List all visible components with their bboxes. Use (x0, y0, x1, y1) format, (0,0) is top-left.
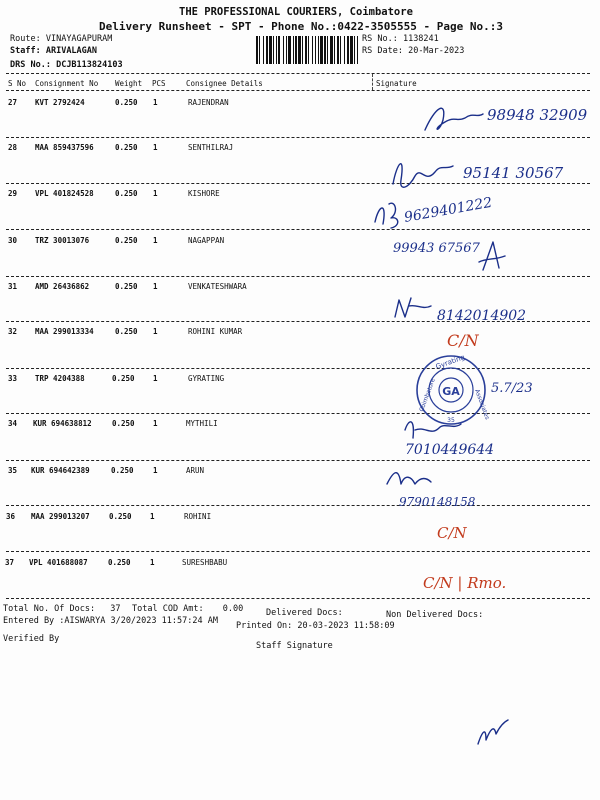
route-line (10, 34, 112, 44)
signature-cn: C/N (437, 524, 467, 542)
route-value: VINAYAGAPURAM (45, 34, 113, 44)
row-sno: 28 (8, 143, 18, 152)
signatures-area (365, 92, 597, 602)
rs-no-line (362, 34, 439, 44)
divider (6, 73, 590, 74)
row-consignee: ROHINI KUMAR (188, 327, 243, 336)
row-consignment: MAA 859437596 (35, 143, 94, 152)
cod-label: Total COD Amt: (132, 604, 204, 614)
row-weight: 0.250 (112, 374, 135, 383)
row-sno: 37 (5, 558, 15, 567)
row-consignee: RAJENDRAN (188, 98, 229, 107)
col-signature: Signature (376, 79, 417, 88)
row-pcs: 1 (153, 466, 158, 475)
row-consignee: NAGAPPAN (188, 236, 225, 245)
signature-scribble (395, 298, 431, 317)
row-weight: 0.250 (115, 282, 138, 291)
stamp-top: Gyrating (434, 353, 466, 372)
rs-no-label: RS No.: (362, 34, 398, 44)
rs-date-line (362, 46, 464, 56)
row-consignment: KUR 694642389 (31, 466, 90, 475)
row-pcs: 1 (150, 558, 155, 567)
barcode (256, 36, 360, 64)
row-sno: 29 (8, 189, 18, 198)
row-weight: 0.250 (112, 419, 135, 428)
cod-value: 0.00 (222, 604, 244, 614)
drs-label: DRS No.: (10, 60, 51, 70)
rs-date-value: 20-Mar-2023 (408, 46, 465, 56)
col-consignee: Consignee Details (186, 79, 263, 88)
row-weight: 0.250 (115, 236, 138, 245)
stamp-right: Associates (473, 388, 491, 421)
staff-line (10, 46, 97, 56)
row-pcs: 1 (153, 236, 158, 245)
signature-scribble (425, 108, 483, 130)
staff-signature-mark (472, 716, 512, 748)
row-sno: 34 (8, 419, 18, 428)
signature-phone: 99943 67567 (393, 241, 480, 256)
signature-scribble (393, 164, 453, 188)
verified-by: Verified By (3, 634, 60, 644)
row-weight: 0.250 (115, 98, 138, 107)
signature-scribble (479, 242, 505, 270)
row-pcs: 1 (153, 143, 158, 152)
row-weight: 0.250 (108, 558, 131, 567)
row-sno: 35 (8, 466, 18, 475)
row-consignee: ROHINI (184, 512, 212, 521)
row-consignee: GYRATING (188, 374, 225, 383)
total-docs-value: 37 (110, 604, 121, 614)
drs-line (10, 60, 123, 70)
row-consignee: MYTHILI (186, 419, 218, 428)
company-title: THE PROFESSIONAL COURIERS, Coimbatore (179, 6, 413, 18)
staff-label: Staff: (10, 46, 41, 56)
divider (6, 90, 590, 91)
total-docs-label: Total No. Of Docs: (3, 604, 96, 614)
row-consignment: KVT 2792424 (35, 98, 85, 107)
row-consignment: VPL 401688087 (29, 558, 88, 567)
signature-date: 5.7/23 (491, 381, 533, 396)
staff-signature-label: Staff Signature (256, 641, 333, 651)
row-sno: 32 (8, 327, 18, 336)
row-pcs: 1 (153, 419, 158, 428)
staff-value: ARIVALAGAN (45, 46, 98, 56)
row-weight: 0.250 (109, 512, 132, 521)
row-sno: 30 (8, 236, 18, 245)
row-consignee: VENKATESHWARA (188, 282, 247, 291)
row-consignee: KISHORE (188, 189, 220, 198)
signature-cn-rmo: C/N | Rmo. (423, 574, 507, 592)
total-docs-line (3, 604, 121, 614)
row-consignment: AMD 26436862 (35, 282, 90, 291)
row-sno: 36 (6, 512, 16, 521)
row-pcs: 1 (150, 512, 155, 521)
col-consignment: Consignment No (35, 79, 99, 88)
signature-cn: C/N (447, 331, 479, 350)
col-weight: Weight (115, 79, 143, 88)
signature-scribble (375, 203, 398, 228)
col-sno: S No (8, 79, 27, 88)
row-pcs: 1 (153, 282, 158, 291)
cod-line (132, 604, 243, 614)
signature-phone: 95141 30567 (463, 164, 564, 182)
rs-no-value: 1138241 (402, 34, 439, 44)
col-pcs: PCS (152, 79, 166, 88)
row-sno: 33 (8, 374, 18, 383)
row-pcs: 1 (153, 98, 158, 107)
row-weight: 0.250 (111, 466, 134, 475)
row-consignment: TRZ 30013076 (35, 236, 90, 245)
row-pcs: 1 (153, 374, 158, 383)
non-delivered-docs: Non Delivered Docs: (386, 610, 484, 620)
row-weight: 0.250 (115, 189, 138, 198)
row-pcs: 1 (153, 327, 158, 336)
row-consignment: MAA 299013334 (35, 327, 94, 336)
printed-on: Printed On: 20-03-2023 11:58:09 (236, 621, 395, 631)
drs-value: DCJB113824103 (56, 60, 123, 70)
column-separator (372, 74, 373, 90)
stamp-left: Coimbatore (418, 377, 437, 413)
signature-scribble (387, 473, 431, 484)
signature-phone: 7010449644 (405, 442, 495, 458)
delivered-docs: Delivered Docs: (266, 608, 343, 618)
row-consignee: SURESHBABU (182, 558, 228, 567)
row-weight: 0.250 (115, 143, 138, 152)
row-consignment: MAA 299013207 (31, 512, 90, 521)
signature-phone: 9629401222 (402, 194, 494, 226)
signature-phone: 98948 32909 (487, 106, 588, 124)
row-sno: 27 (8, 98, 18, 107)
row-consignment: VPL 401824528 (35, 189, 94, 198)
stamp-center: GA (442, 385, 460, 398)
row-consignee: SENTHILRAJ (188, 143, 234, 152)
stamp-bottom: 35 (447, 417, 455, 424)
signature-phone: 9790148158 (399, 495, 476, 509)
row-consignee: ARUN (186, 466, 205, 475)
row-consignment: KUR 694638812 (33, 419, 92, 428)
signature-phone: 8142014902 (437, 308, 527, 324)
row-pcs: 1 (153, 189, 158, 198)
entered-by: Entered By :AISWARYA 3/20/2023 11:57:24 AM (3, 616, 218, 626)
row-weight: 0.250 (115, 327, 138, 336)
row-sno: 31 (8, 282, 18, 291)
rs-date-label: RS Date: (362, 46, 403, 56)
row-consignment: TRP 4204388 (35, 374, 85, 383)
route-label: Route: (10, 34, 41, 44)
runsheet-subtitle: Delivery Runsheet - SPT - Phone No.:0422-3505555 - Page No.:3 (99, 20, 503, 33)
company-stamp (417, 353, 491, 424)
